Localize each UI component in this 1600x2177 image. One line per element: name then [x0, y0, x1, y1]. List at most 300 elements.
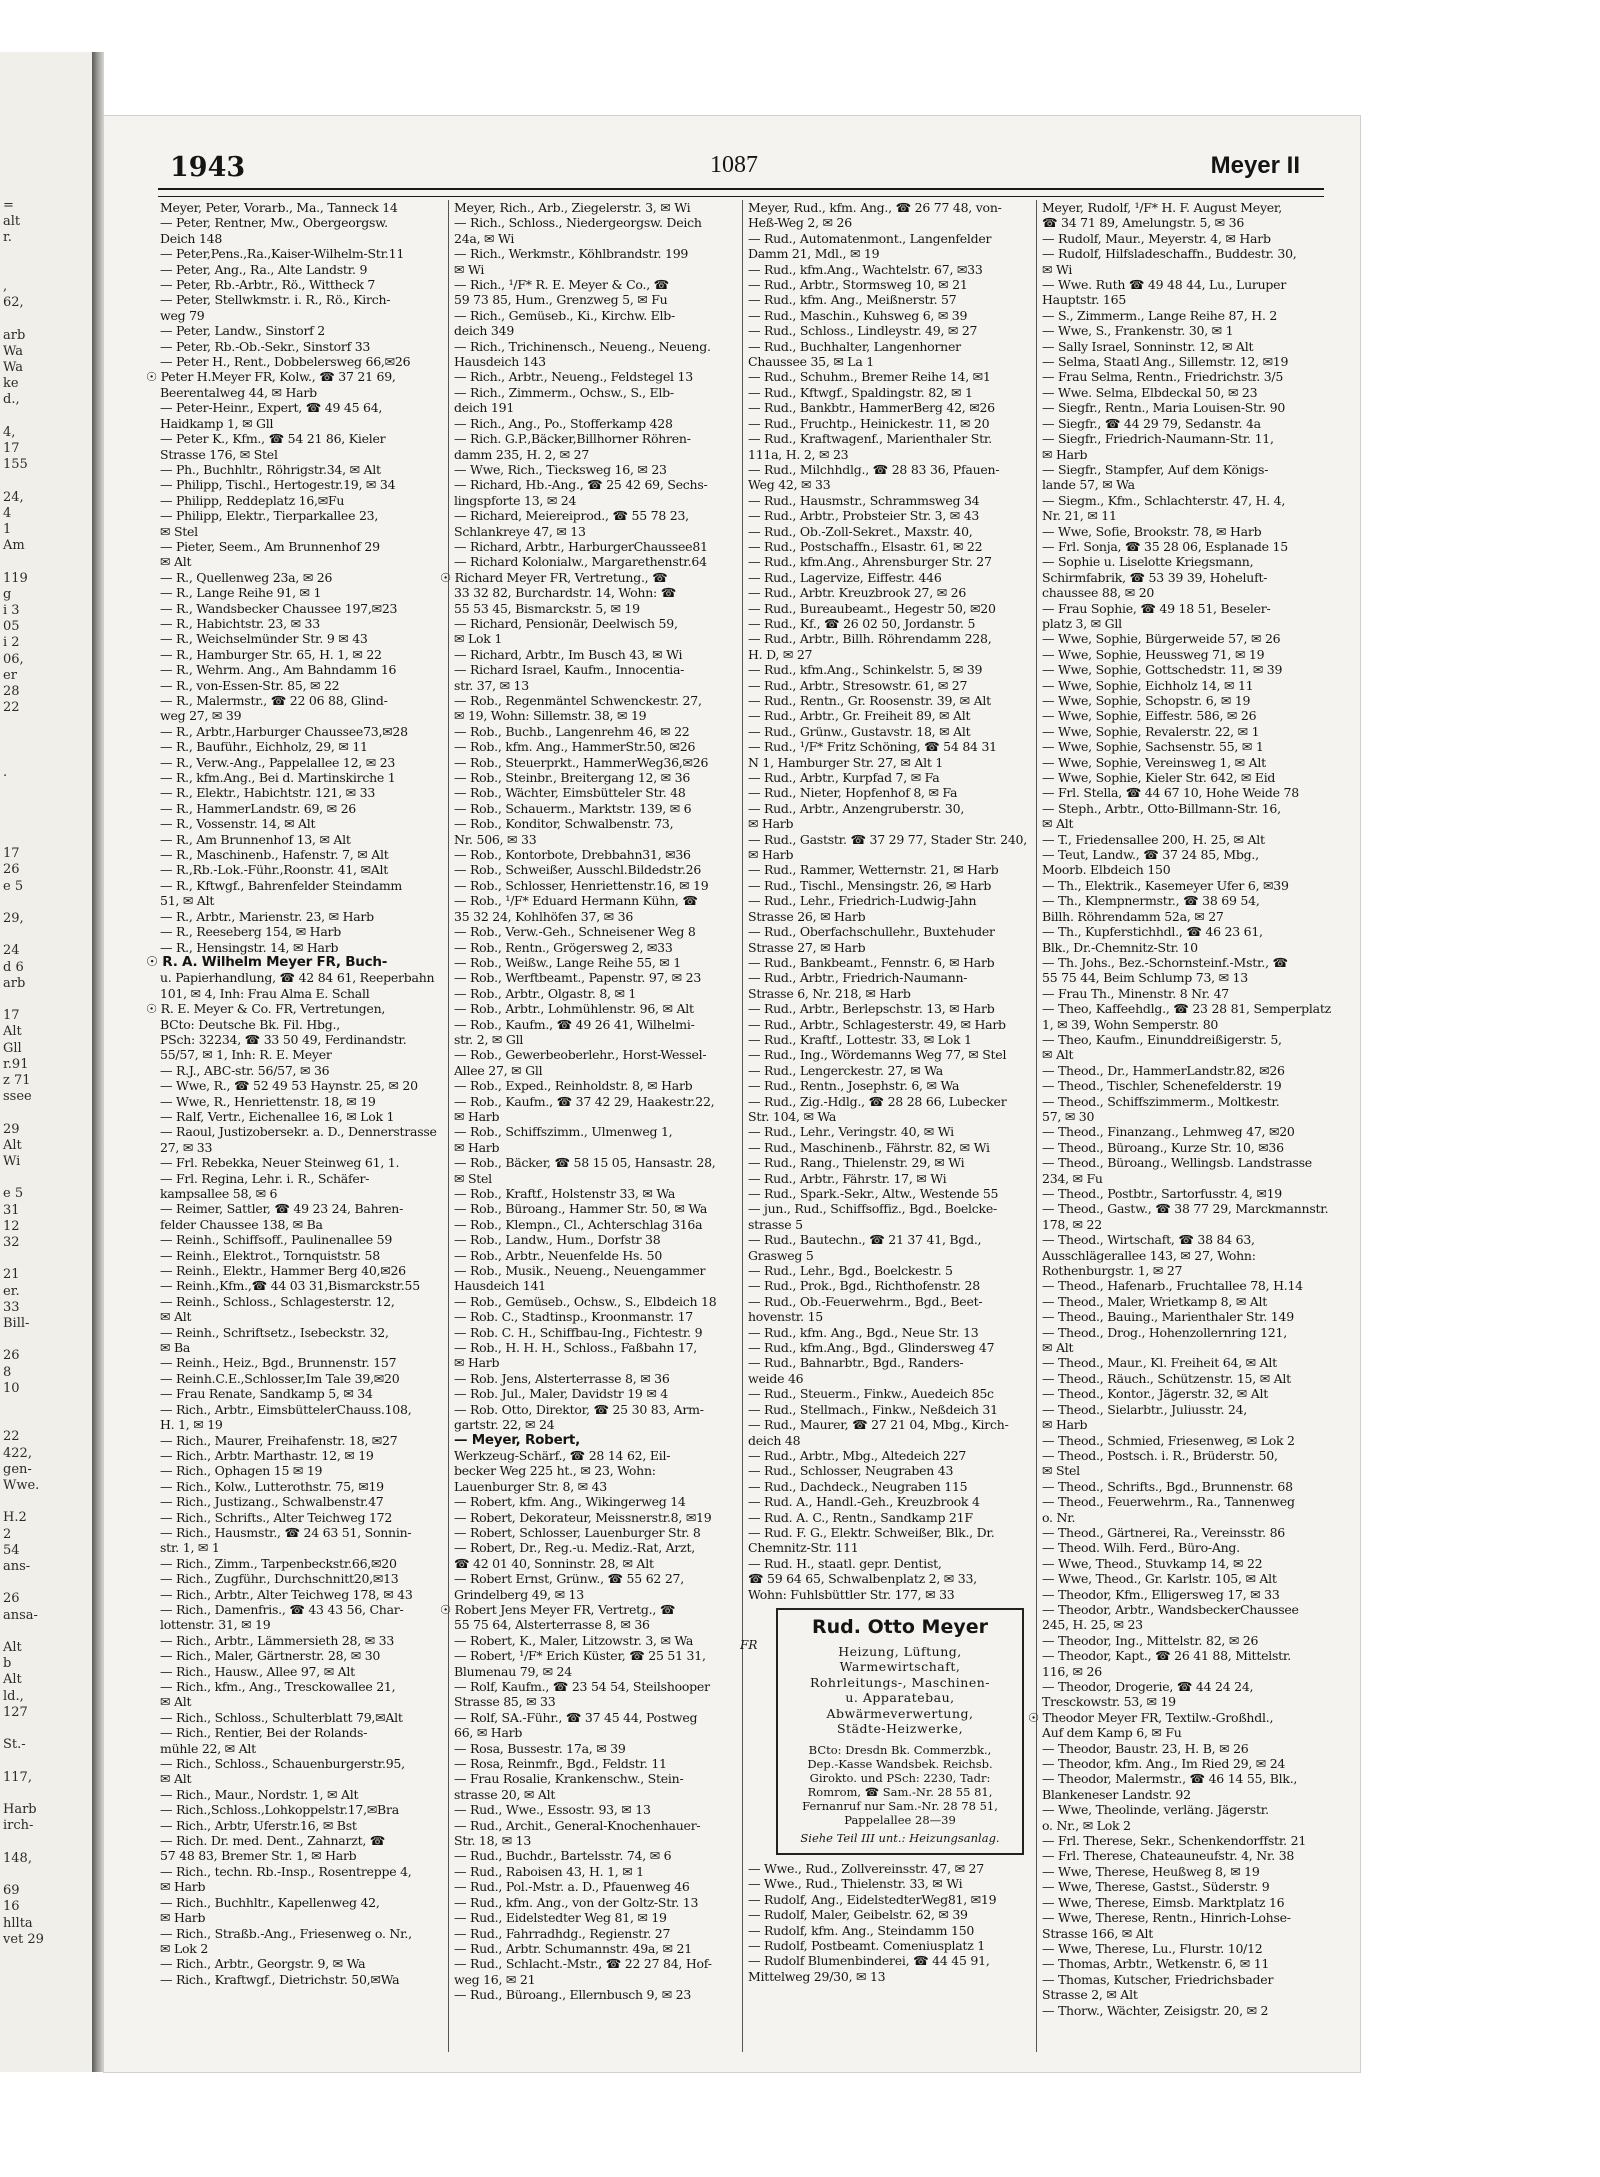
- directory-entry: Haidkamp 1, ✉ Gll: [160, 415, 274, 431]
- directory-entry: — Rich., Zimmerm., Ochsw., S., Elb-: [454, 384, 674, 400]
- directory-entry: — Rud., Milchhdlg., ☎ 28 83 36, Pfauen-: [748, 461, 1000, 477]
- directory-entry: — Theodor, kfm. Ang., Im Ried 29, ✉ 24: [1042, 1756, 1286, 1772]
- directory-entry: — R., Arbtr., Marienstr. 23, ✉ Harb: [160, 908, 374, 924]
- directory-entry: ✉ Harb: [160, 1910, 206, 1926]
- directory-entry: — Siegm., Kfm., Schlachterstr. 47, H. 4,: [1042, 492, 1286, 508]
- directory-entry: — Rud., Arbtr., Gr. Freiheit 89, ✉ Alt: [748, 708, 971, 724]
- directory-entry: ✉ Wi: [1042, 261, 1073, 277]
- directory-entry: ☉ R. A. Wilhelm Meyer FR, Buch-: [146, 953, 388, 970]
- directory-entry: — Wwe, Therese, Eimsb. Marktplatz 16: [1042, 1894, 1285, 1910]
- directory-entry: — Wwe, Therese, Lu., Flurstr. 10/12: [1042, 1940, 1263, 1956]
- directory-entry: — Thomas, Kutscher, Friedrichsbader: [1042, 1971, 1274, 1987]
- directory-entry: — Rud., Schuhm., Bremer Reihe 14, ✉1: [748, 369, 991, 385]
- directory-entry: — Rich., Kolw., Lutterothstr. 75, ✉19: [160, 1478, 384, 1494]
- directory-entry: — Theod., Schmied, Friesenweg, ✉ Lok 2: [1042, 1432, 1295, 1448]
- directory-entry: — R., Verw.-Ang., Pappelallee 12, ✉ 23: [160, 754, 396, 770]
- directory-entry: — Robert, Dr., Reg.-u. Mediz.-Rat, Arzt,: [454, 1540, 695, 1556]
- directory-entry: — Rud., Archit., General-Knochenhauer-: [454, 1817, 701, 1833]
- directory-entry: 24a, ✉ Wi: [454, 230, 515, 246]
- column-3-entries-after: [748, 1861, 1029, 1984]
- directory-entry: — Robert, Schlosser, Lauenburger Str. 8: [454, 1524, 701, 1540]
- directory-entry: — Rud., Lehr., Bgd., Boelckestr. 5: [748, 1263, 953, 1279]
- directory-entry: — Rich. G.P.,Bäcker,Billhorner Röhren-: [454, 431, 691, 447]
- directory-entry: — Siegfr., Rentn., Maria Louisen-Str. 90: [1042, 400, 1286, 416]
- directory-entry: — Rob. C. H., Schiffbau-Ing., Fichtestr. 9: [454, 1324, 703, 1340]
- column-4: [1028, 200, 1331, 2052]
- directory-entry: — Rich., Arbtr., Alter Teichweg 178, ✉ 43: [160, 1586, 413, 1602]
- directory-entry: Weg 42, ✉ 33: [748, 477, 831, 493]
- header-rule: [158, 188, 1324, 197]
- book-gutter: [92, 52, 104, 2072]
- column-2: [440, 200, 735, 2052]
- directory-entry: BCto: Deutsche Bk. Fil. Hbg.,: [160, 1016, 340, 1032]
- column-divider: [742, 200, 743, 2052]
- ad-line: Pappelallee 28—39: [844, 1812, 956, 1827]
- directory-entry: — Theod., Sielarbtr., Juliusstr. 24,: [1042, 1401, 1248, 1417]
- directory-entry: — Rich., Buchhltr., Kapellenweg 42,: [160, 1894, 380, 1910]
- directory-entry: — Rich., Arbtr., Lämmersieth 28, ✉ 33: [160, 1632, 395, 1648]
- directory-entry: o. Nr., ✉ Lok 2: [1042, 1817, 1131, 1833]
- directory-entry: — Wwe, Theod., Stuvkamp 14, ✉ 22: [1042, 1555, 1263, 1571]
- directory-entry: — Wwe. Selma, Elbdeckal 50, ✉ 23: [1042, 384, 1258, 400]
- directory-entry: — Wwe, Theod., Gr. Karlstr. 105, ✉ Alt: [1042, 1571, 1277, 1587]
- directory-entry: — Rud., kfm.Ang., Schinkelstr. 5, ✉ 39: [748, 662, 983, 678]
- directory-entry: — Theodor, Drogerie, ☎ 44 24 24,: [1042, 1679, 1254, 1694]
- directory-entry: — Rud., Steuerm., Finkw., Auedeich 85c: [748, 1386, 994, 1402]
- ad-line: Abwärmeverwertung,: [826, 1705, 974, 1721]
- directory-entry: — Rudolf, kfm. Ang., Steindamm 150: [748, 1922, 975, 1938]
- directory-entry: — Wwe, Sophie, Revalerstr. 22, ✉ 1: [1042, 723, 1260, 739]
- directory-entry: — Rob. Jens, Alsterterrasse 8, ✉ 36: [454, 1370, 670, 1386]
- directory-entry: — Th., Klempnermstr., ☎ 38 69 54,: [1042, 893, 1260, 909]
- directory-entry: — Frau Th., Minenstr. 8 Nr. 47: [1042, 985, 1230, 1001]
- ad-line: Heizung, Lüftung,: [838, 1643, 962, 1659]
- directory-entry: ✉ Stel: [160, 523, 198, 539]
- directory-entry: 66, ✉ Harb: [454, 1725, 523, 1741]
- directory-entry: — Ph., Buchhltr., Röhrigstr.34, ✉ Alt: [160, 461, 381, 477]
- directory-entry: — R., Reeseberg 154, ✉ Harb: [160, 924, 342, 940]
- directory-entry: — Peter, Rb.-Arbtr., Rö., Wittheck 7: [160, 277, 376, 293]
- directory-entry: — Rolf, Kaufm., ☎ 23 54 54, Steilshooper: [454, 1679, 710, 1694]
- directory-entry: ✉ Alt: [160, 1694, 192, 1710]
- directory-entry: — Rud., Lehr., Friedrich-Ludwig-Jahn: [748, 893, 977, 909]
- directory-entry: — Frl. Therese, Chateauneufstr. 4, Nr. 38: [1042, 1848, 1295, 1864]
- directory-entry: — Wwe, Sophie, Heussweg 71, ✉ 19: [1042, 646, 1265, 662]
- directory-entry: Str. 18, ✉ 13: [454, 1833, 532, 1849]
- directory-entry: ✉ Alt: [160, 1309, 192, 1325]
- directory-entry: — Rich., Arbtr, Uferstr.16, ✉ Bst: [160, 1817, 357, 1833]
- directory-entry: — Theod., Büroang., Kurze Str. 10, ✉36: [1042, 1139, 1284, 1155]
- directory-entry: Mittelweg 29/30, ✉ 13: [748, 1968, 886, 1984]
- directory-entry: 101, ✉ 4, Inh: Frau Alma E. Schall: [160, 985, 370, 1001]
- directory-entry: — Wwe, S., Frankenstr. 30, ✉ 1: [1042, 323, 1234, 339]
- directory-entry: PSch: 32234, ☎ 33 50 49, Ferdinandstr.: [160, 1031, 407, 1047]
- directory-columns: [146, 200, 1331, 2052]
- directory-entry: deich 48: [748, 1432, 801, 1448]
- ad-line: Rohrleitungs-, Maschinen-: [809, 1674, 990, 1690]
- directory-entry: — Rob., ¹/F* Eduard Hermann Kühn, ☎: [454, 893, 698, 909]
- directory-entry: — Rich., Maler, Gärtnerstr. 28, ✉ 30: [160, 1648, 381, 1664]
- advertisement-box: [776, 1608, 1024, 1855]
- directory-entry: becker Weg 225 ht., ✉ 23, Wohn:: [454, 1463, 656, 1479]
- directory-entry: Billh. Röhrendamm 52a, ✉ 27: [1042, 908, 1224, 924]
- directory-entry: Grindelberg 49, ✉ 13: [454, 1586, 584, 1602]
- directory-entry: Blankeneser Landstr. 92: [1042, 1786, 1191, 1802]
- directory-entry: — Rud., Oberfachschullehr., Buxtehuder: [748, 924, 995, 940]
- directory-entry: — Pieter, Seem., Am Brunnenhof 29: [160, 538, 380, 554]
- directory-entry: — R., Habichtstr. 23, ✉ 33: [160, 615, 320, 631]
- directory-entry: — Rich., Werkmstr., Köhlbrandstr. 199: [454, 246, 689, 262]
- directory-entry: ✉ Alt: [1042, 1340, 1074, 1356]
- directory-entry: — Theo, Kaufm., Einunddreißigerstr. 5,: [1042, 1031, 1282, 1047]
- directory-entry: — Richard Israel, Kaufm., Innocentia-: [454, 662, 685, 678]
- directory-entry: — Rud., Arbtr., Stormsweg 10, ✉ 21: [748, 277, 968, 293]
- directory-entry: u. Papierhandlung, ☎ 42 84 61, Reeperbahn: [160, 970, 435, 986]
- directory-entry: — Rob., Kaufm., ☎ 37 42 29, Haakestr.22,: [454, 1093, 715, 1109]
- directory-entry: — Reimer, Sattler, ☎ 49 23 24, Bahren-: [160, 1201, 404, 1217]
- directory-entry: str. 2, ✉ Gll: [454, 1031, 524, 1047]
- directory-entry: ✉ Harb: [454, 1355, 500, 1371]
- directory-entry: — Rud., Arbtr., Berlepschstr. 13, ✉ Harb: [748, 1001, 995, 1017]
- directory-entry: — Rud., Raboisen 43, H. 1, ✉ 1: [454, 1863, 644, 1879]
- directory-entry: — Rud., Postschaffn., Elsastr. 61, ✉ 22: [748, 538, 983, 554]
- directory-entry: — Rud., Fruchtp., Heinickestr. 11, ✉ 20: [748, 415, 990, 431]
- column-1: [146, 200, 441, 2052]
- directory-entry: — Peter, Stellwkmstr. i. R., Rö., Kirch-: [160, 292, 391, 308]
- directory-entry: — Wwe, Rich., Tiecksweg 16, ✉ 23: [454, 461, 667, 477]
- directory-entry: — Rich., Maurer, Freihafenstr. 18, ✉27: [160, 1432, 398, 1448]
- directory-entry: — Rob., Steuerprkt., HammerWeg36,✉26: [454, 754, 709, 770]
- ad-line: BCto: Dresdn Bk. Commerzbk.,: [808, 1742, 992, 1757]
- page-header: [170, 146, 1330, 186]
- directory-entry: — Siegfr., Stampfer, Auf dem Königs-: [1042, 461, 1269, 477]
- directory-entry: Schlankreye 47, ✉ 13: [454, 523, 586, 539]
- directory-entry: — Rob., Gemüseb., Ochsw., S., Elbdeich 18: [454, 1293, 717, 1309]
- directory-entry: — Rob., Büroang., Hammer Str. 50, ✉ Wa: [454, 1201, 708, 1217]
- directory-entry: — Rud., Rang., Thielenstr. 29, ✉ Wi: [748, 1155, 965, 1171]
- directory-entry: — Rob., Werftbeamt., Papenstr. 97, ✉ 23: [454, 970, 702, 986]
- directory-entry: — Wwe, Sophie, Gottschedstr. 11, ✉ 39: [1042, 662, 1283, 678]
- directory-entry: — Rud., Kf., ☎ 26 02 50, Jordanstr. 5: [748, 615, 976, 631]
- directory-entry: — Theod., Dr., HammerLandstr.82, ✉26: [1042, 1062, 1285, 1078]
- directory-entry: — Rud., Eidelstedter Weg 81, ✉ 19: [454, 1910, 667, 1926]
- directory-entry: — Theod., Schrifts., Bgd., Brunnenstr. 68: [1042, 1478, 1293, 1494]
- directory-entry: — Frl. Therese, Sekr., Schenkendorffstr. 21: [1042, 1833, 1307, 1849]
- directory-entry: — Rich., Arbtr., Neueng., Feldstegel 13: [454, 369, 693, 385]
- directory-entry: 27, ✉ 33: [160, 1139, 213, 1155]
- directory-entry: Moorb. Elbdeich 150: [1042, 862, 1171, 878]
- directory-entry: — Theod., Wirtschaft, ☎ 38 84 63,: [1042, 1232, 1255, 1248]
- directory-entry: — Rud., Gaststr. ☎ 37 29 77, Stader Str. 240,: [748, 831, 1027, 847]
- directory-entry: Meyer, Rich., Arb., Ziegelerstr. 3, ✉ Wi: [454, 200, 691, 215]
- directory-entry: ✉ Harb: [748, 816, 794, 832]
- directory-entry: Nr. 506, ✉ 33: [454, 831, 537, 847]
- directory-entry: — R.J., ABC-str. 56/57, ✉ 36: [160, 1062, 330, 1078]
- directory-entry: — Rud., kfm.Ang., Wachtelstr. 67, ✉33: [748, 261, 983, 277]
- directory-entry: — Theod., Schiffszimmerm., Moltkestr.: [1042, 1093, 1280, 1109]
- directory-entry: Beerentalweg 44, ✉ Harb: [160, 384, 317, 400]
- directory-entry: lottenstr. 31, ✉ 19: [160, 1617, 271, 1633]
- directory-entry: — Rob., Weißw., Lange Reihe 55, ✉ 1: [454, 954, 681, 970]
- directory-entry: — Rud., Kftwgf., Spaldingstr. 82, ✉ 1: [748, 384, 973, 400]
- directory-entry: — R., Maschinenb., Hafenstr. 7, ✉ Alt: [160, 847, 389, 863]
- directory-entry: — T., Friedensallee 200, H. 25, ✉ Alt: [1042, 831, 1265, 847]
- directory-entry: Werkzeug-Schärf., ☎ 28 14 62, Eil-: [454, 1447, 671, 1463]
- directory-entry: — Rudolf, Postbeamt. Comeniusplatz 1: [748, 1938, 985, 1953]
- directory-entry: — Ralf, Vertr., Eichenallee 16, ✉ Lok 1: [160, 1108, 395, 1124]
- directory-entry: — Rud., Arbtr. Kreuzbrook 27, ✉ 26: [748, 585, 967, 601]
- ad-line: Romrom, ☎ Sam.-Nr. 28 55 81,: [807, 1784, 993, 1799]
- directory-entry: — Rob., Bäcker, ☎ 58 15 05, Hansastr. 28,: [454, 1155, 716, 1171]
- directory-entry: ☎ 42 01 40, Sonninstr. 28, ✉ Alt: [454, 1555, 654, 1571]
- directory-entry: — R., Wandsbecker Chaussee 197,✉23: [160, 600, 398, 616]
- directory-entry: — Rich., Justizang., Schwalbenstr.47: [160, 1494, 384, 1510]
- directory-entry: lande 57, ✉ Wa: [1042, 477, 1135, 493]
- directory-entry: Damm 21, Mdl., ✉ 19: [748, 246, 880, 262]
- directory-entry: — Theod., Maur., Kl. Freiheit 64, ✉ Alt: [1042, 1355, 1277, 1371]
- directory-entry: ☎ 59 64 65, Schwalbenplatz 2, ✉ 33,: [748, 1571, 977, 1587]
- directory-entry: ✉ 19, Wohn: Sillemstr. 38, ✉ 19: [454, 708, 647, 724]
- directory-entry: — Rich., Kraftwgf., Dietrichstr. 50,✉Wa: [160, 1971, 400, 1987]
- directory-entry: kampsallee 58, ✉ 6: [160, 1186, 278, 1201]
- directory-entry: — Reinh., Heiz., Bgd., Brunnenstr. 157: [160, 1355, 397, 1371]
- directory-entry: — Frl. Sonja, ☎ 35 28 06, Esplanade 15: [1042, 538, 1288, 554]
- directory-entry: — Theod., Gastw., ☎ 38 77 29, Marckmannstr.: [1042, 1201, 1329, 1217]
- directory-entry: — Th., Kupferstichhdl., ☎ 46 23 61,: [1042, 924, 1263, 940]
- directory-entry: — Rud., Büroang., Ellernbusch 9, ✉ 23: [454, 1987, 692, 2003]
- directory-entry: Meyer, Rudolf, ¹/F* H. F. August Meyer,: [1042, 200, 1282, 215]
- directory-entry: — Rudolf, Maler, Geibelstr. 62, ✉ 39: [748, 1907, 968, 1923]
- directory-entry: — Peter-Heinr., Expert, ☎ 49 45 64,: [160, 400, 383, 416]
- directory-entry: — Steph., Arbtr., Otto-Billmann-Str. 16,: [1042, 800, 1281, 816]
- directory-entry: 178, ✉ 22: [1042, 1216, 1102, 1232]
- directory-entry: Meyer, Peter, Vorarb., Ma., Tanneck 14: [160, 200, 398, 215]
- directory-entry: — Wwe, Sophie, Vereinsweg 1, ✉ Alt: [1042, 754, 1266, 770]
- directory-entry: — R., Vossenstr. 14, ✉ Alt: [160, 816, 316, 832]
- directory-entry: — Wwe, Therese, Gastst., Süderstr. 9: [1042, 1879, 1270, 1895]
- directory-entry: — Rud., Ing., Wördemanns Weg 77, ✉ Stel: [748, 1047, 1007, 1063]
- directory-entry: — Rob., Arbtr., Olgastr. 8, ✉ 1: [454, 985, 637, 1001]
- directory-entry: — Richard Kolonialw., Margarethenstr.64: [454, 554, 707, 570]
- directory-entry: weg 16, ✉ 21: [454, 1971, 536, 1987]
- directory-entry: — Rud., Buchdr., Bartelsstr. 74, ✉ 6: [454, 1848, 672, 1864]
- directory-entry: — Rudolf, Maur., Meyerstr. 4, ✉ Harb: [1042, 230, 1271, 246]
- directory-entry: ✉ Harb: [454, 1139, 500, 1155]
- directory-entry: — Rud., Grünw., Gustavstr. 18, ✉ Alt: [748, 723, 971, 739]
- directory-entry: — Rud., Zig.-Hdlg., ☎ 28 28 66, Lubecker: [748, 1093, 1007, 1109]
- directory-entry: — Rich., Hausmstr., ☎ 24 63 51, Sonnin-: [160, 1524, 412, 1540]
- directory-entry: — Theod., Gärtnerei, Ra., Vereinsstr. 86: [1042, 1524, 1285, 1540]
- directory-entry: — Rud., Kraftf., Lottestr. 33, ✉ Lok 1: [748, 1031, 972, 1047]
- directory-entry: — R., Lange Reihe 91, ✉ 1: [160, 585, 322, 601]
- directory-entry: ✉ Stel: [1042, 1463, 1080, 1479]
- directory-entry: — Th. Johs., Bez.-Schornsteinf.-Mstr., ☎: [1042, 954, 1288, 970]
- directory-entry: — Reinh.,Kfm.,☎ 44 03 31,Bismarckstr.55: [160, 1278, 420, 1294]
- directory-entry: ✉ Wi: [454, 261, 485, 277]
- directory-entry: — Thomas, Arbtr., Wetkenstr. 6, ✉ 11: [1042, 1956, 1270, 1972]
- directory-entry: Chaussee 35, ✉ La 1: [748, 354, 874, 370]
- directory-entry: — Rud., Rentn., Josephstr. 6, ✉ Wa: [748, 1078, 960, 1094]
- directory-entry: weg 79: [160, 307, 205, 323]
- directory-entry: — Rob., Klempn., Cl., Achterschlag 316a: [454, 1216, 703, 1232]
- directory-entry: — Rud., Ob.-Zoll-Sekret., Maxstr. 40,: [748, 523, 973, 539]
- directory-entry: — Philipp, Elektr., Tierparkallee 23,: [160, 508, 379, 524]
- directory-entry: — Rud., Arbtr., Mbg., Altedeich 227: [748, 1447, 967, 1463]
- directory-entry: — Rud., Maschinenb., Fährstr. 82, ✉ Wi: [748, 1139, 990, 1155]
- directory-entry: — R., Hamburger Str. 65, H. 1, ✉ 22: [160, 646, 382, 662]
- directory-entry: — Theod., Tischler, Schenefelderstr. 19: [1042, 1078, 1282, 1094]
- directory-entry: Nr. 21, ✉ 11: [1042, 508, 1117, 524]
- directory-entry: — R., Elektr., Habichtstr. 121, ✉ 33: [160, 785, 376, 801]
- directory-entry: ✉ Harb: [748, 847, 794, 863]
- directory-entry: — Theodor, Ing., Mittelstr. 82, ✉ 26: [1042, 1632, 1259, 1648]
- directory-entry: — Thorw., Wächter, Zeisigstr. 20, ✉ 2: [1042, 2002, 1269, 2018]
- directory-entry: — Rud., Kraftwagenf., Marienthaler Str.: [748, 431, 992, 447]
- directory-entry: 55 75 44, Beim Schlump 73, ✉ 13: [1042, 970, 1248, 986]
- directory-entry: damm 235, H. 2, ✉ 27: [454, 446, 590, 462]
- directory-entry: — Rud., kfm. Ang., Meißnerstr. 57: [748, 292, 957, 308]
- directory-entry: Strasse 166, ✉ Alt: [1042, 1925, 1154, 1941]
- directory-entry: — Rob., Verw.-Geh., Schneisener Weg 8: [454, 924, 696, 940]
- directory-entry: felder Chaussee 138, ✉ Ba: [160, 1216, 323, 1232]
- directory-entry: — Rob., Schauerm., Marktstr. 139, ✉ 6: [454, 800, 692, 816]
- directory-entry: Strasse 176, ✉ Stel: [160, 446, 278, 462]
- directory-entry: — Rolf, SA.-Führ., ☎ 37 45 44, Postweg: [454, 1709, 698, 1725]
- directory-entry: — Frau Rosalie, Krankenschw., Stein-: [454, 1771, 684, 1787]
- directory-entry: — Rich., Zugführ., Durchschnitt20,✉13: [160, 1571, 399, 1587]
- directory-entry: ✉ Ba: [160, 1340, 191, 1356]
- directory-page: [104, 116, 1360, 2072]
- directory-entry: — Theodor, Baustr. 23, H. B, ✉ 26: [1042, 1740, 1249, 1756]
- directory-entry: — Raoul, Justizobersekr. a. D., Dennerstrasse: [160, 1124, 437, 1140]
- directory-entry: — Rud., Arbtr., Probsteier Str. 3, ✉ 43: [748, 508, 980, 524]
- directory-entry: — Frau Sophie, ☎ 49 18 51, Beseler-: [1042, 600, 1271, 616]
- directory-entry: — Theod., Postsch. i. R., Brüderstr. 50,: [1042, 1447, 1278, 1463]
- directory-entry: — Rudolf, Ang., EidelstedterWeg81, ✉19: [748, 1891, 997, 1907]
- directory-entry: — Rich., Ang., Po., Stofferkamp 428: [454, 415, 673, 431]
- directory-entry: — R., Kftwgf., Bahrenfelder Steindamm: [160, 877, 403, 893]
- directory-entry: — Peter,Pens.,Ra.,Kaiser-Wilhelm-Str.11: [160, 246, 405, 262]
- directory-entry: — Theod., Finanzang., Lehmweg 47, ✉20: [1042, 1124, 1295, 1140]
- directory-entry: — Theod., Bauing., Marienthaler Str. 149: [1042, 1309, 1294, 1325]
- directory-entry: — Rich., Damenfris., ☎ 43 43 56, Char-: [160, 1601, 404, 1617]
- directory-entry: — Theodor, Arbtr., WandsbeckerChaussee: [1042, 1601, 1299, 1617]
- directory-entry: — Rud., Tischl., Mensingstr. 26, ✉ Harb: [748, 877, 992, 893]
- directory-entry: — Rud., Arbtr., Anzengruberstr. 30,: [748, 800, 965, 816]
- directory-entry: — Rich., Arbtr., Georgstr. 9, ✉ Wa: [160, 1956, 366, 1972]
- directory-entry: — Siegfr., Friedrich-Naumann-Str. 11,: [1042, 431, 1274, 447]
- directory-entry: — Frau Selma, Rentn., Friedrichstr. 3/5: [1042, 369, 1284, 385]
- page-number: 1087: [710, 152, 758, 178]
- directory-entry: 234, ✉ Fu: [1042, 1170, 1103, 1186]
- directory-entry: — Richard, Meiereiprod., ☎ 55 78 23,: [454, 508, 689, 524]
- directory-entry: 111a, H. 2, ✉ 23: [748, 446, 849, 462]
- directory-entry: Str. 104, ✉ Wa: [748, 1108, 837, 1124]
- directory-entry: — Peter K., Kfm., ☎ 54 21 86, Kieler: [160, 431, 386, 447]
- directory-entry: 33 32 82, Burchardstr. 14, Wohn: ☎: [454, 585, 677, 601]
- directory-entry: Heß-Weg 2, ✉ 26: [748, 215, 852, 231]
- directory-entry: — Rud., Arbtr., Fährstr. 17, ✉ Wi: [748, 1170, 947, 1186]
- directory-entry: Strasse 6, Nr. 218, ✉ Harb: [748, 985, 911, 1001]
- directory-entry: — Rud., Schlacht.-Mstr., ☎ 22 27 84, Hof-: [454, 1956, 712, 1972]
- directory-entry: — Theod., Hafenarb., Fruchtallee 78, H.14: [1042, 1278, 1303, 1294]
- directory-entry: — Rud., Spark.-Sekr., Altw., Westende 55: [748, 1186, 999, 1201]
- directory-entry: — Robert, ¹/F* Erich Küster, ☎ 25 51 31,: [454, 1648, 706, 1664]
- directory-entry: — R.,Rb.-Lok.-Führ.,Roonstr. 41, ✉Alt: [160, 862, 388, 878]
- directory-entry: — Rob., H. H. H., Schloss., Faßbahn 17,: [454, 1340, 698, 1356]
- directory-entry: — Rud., kfm.Ang., Ahrensburger Str. 27: [748, 554, 992, 570]
- directory-entry: — Rich. Dr. med. Dent., Zahnarzt, ☎: [160, 1833, 386, 1849]
- directory-entry: deich 349: [454, 323, 515, 339]
- ad-line: Dep.-Kasse Wandsbek. Reichsb.: [807, 1756, 993, 1771]
- directory-entry: — R., HammerLandstr. 69, ✉ 26: [160, 800, 356, 816]
- directory-entry: — Theod., Büroang., Wellingsb. Landstrasse: [1042, 1155, 1312, 1171]
- directory-entry: — R., Malermstr., ☎ 22 06 88, Glind-: [160, 693, 388, 708]
- directory-entry: ✉ Harb: [1042, 446, 1088, 462]
- directory-entry: — Wwe, Therese, Heußweg 8, ✉ 19: [1042, 1863, 1260, 1879]
- directory-entry: — Rob., Arbtr., Lohmühlenstr. 96, ✉ Alt: [454, 1001, 694, 1017]
- directory-entry: — Rud., Arbtr., Kurpfad 7, ✉ Fa: [748, 770, 940, 786]
- directory-entry: — Rich., Straßb.-Ang., Friesenweg o. Nr.,: [160, 1925, 412, 1941]
- directory-entry: ✉ Alt: [160, 554, 192, 570]
- directory-entry: — Rich., Schloss., Niedergeorgsw. Deich: [454, 215, 702, 231]
- directory-entry: — Selma, Staatl Ang., Sillemstr. 12, ✉19: [1042, 354, 1289, 370]
- directory-entry: — jun., Rud., Schiffsoffiz., Bgd., Boelcke-: [748, 1201, 997, 1217]
- directory-entry: Wohn: Fuhlsbüttler Str. 177, ✉ 33: [748, 1586, 955, 1602]
- directory-entry: Blumenau 79, ✉ 24: [454, 1663, 572, 1679]
- directory-entry: — Wwe, Sophie, Eichholz 14, ✉ 11: [1042, 677, 1254, 693]
- directory-entry: — Rich., Trichinensch., Neueng., Neueng.: [454, 338, 711, 354]
- directory-entry: — Rob., Musik., Neueng., Neuengammer: [454, 1263, 706, 1279]
- directory-entry: 245, H. 25, ✉ 23: [1042, 1617, 1143, 1633]
- directory-entry: — Theodor, Kapt., ☎ 26 41 88, Mittelstr.: [1042, 1648, 1292, 1664]
- directory-entry: — Theod., Feuerwehrm., Ra., Tannenweg: [1042, 1494, 1295, 1510]
- directory-entry: Hausdeich 143: [454, 354, 546, 370]
- directory-entry: strasse 20, ✉ Alt: [454, 1786, 556, 1802]
- directory-entry: — Rich., techn. Rb.-Insp., Rosentreppe 4,: [160, 1863, 412, 1879]
- directory-entry: weide 46: [748, 1370, 804, 1386]
- directory-entry: — Rob. Otto, Direktor, ☎ 25 30 83, Arm-: [454, 1401, 704, 1417]
- directory-entry: — Rob., Rentn., Grögersweg 2, ✉33: [454, 939, 673, 955]
- directory-entry: — Rob., kfm. Ang., HammerStr.50, ✉26: [454, 739, 696, 755]
- previous-page-fragments: = alt r. , 62, arb Wa Wa ke d., 4, 17 155 24, 4 1 Am 119 g i 3 05 i 2 06, er 28 22 . 17 26 e 5 29, 24 d 6 arb 17 Alt Gll r.91 z 71 ssee 29 Alt Wi e 5 31 12 32 21 er. 33 Bill- 26 8 10 22 422, gen- Wwe. H.2 2 54 ans- 26 ansa- Alt b Alt ld., 127 St.- 117, Harb irch- 148, 69 16 hllta vet 29: [3, 198, 44, 1947]
- directory-entry: Tresckowstr. 53, ✉ 19: [1042, 1694, 1176, 1710]
- directory-entry: — Reinh.C.E.,Schlosser,Im Tale 39,✉20: [160, 1370, 400, 1386]
- directory-entry: — Theodor, Malermstr., ☎ 46 14 55, Blk.,: [1042, 1771, 1298, 1787]
- directory-entry: — Rob., Kontorbote, Drebbahn31, ✉36: [454, 847, 691, 863]
- directory-entry: — Rob., Konditor, Schwalbenstr. 73,: [454, 816, 674, 832]
- ad-line: Fernanruf nur Sam.-Nr. 28 78 51,: [802, 1798, 998, 1813]
- directory-entry: — Rud. H., staatl. gepr. Dentist,: [748, 1555, 942, 1571]
- directory-entry: — Rob., Gewerbeoberlehr., Horst-Wessel-: [454, 1047, 707, 1063]
- directory-entry: — Rud., Arbtr. Schumannstr. 49a, ✉ 21: [454, 1940, 692, 1956]
- directory-entry: — Teut, Landw., ☎ 37 24 85, Mbg.,: [1042, 847, 1259, 863]
- directory-entry: — Rud. A., Handl.-Geh., Kreuzbrook 4: [748, 1494, 980, 1510]
- directory-entry: — Wwe, Theolinde, verläng. Jägerstr.: [1042, 1802, 1269, 1818]
- directory-entry: — Rud., Lagervize, Eiffestr. 446: [748, 569, 942, 585]
- directory-entry: — Rud., Rammer, Wetternstr. 21, ✉ Harb: [748, 862, 999, 878]
- directory-entry: — Wwe., Rud., Zollvereinsstr. 47, ✉ 27: [748, 1860, 984, 1876]
- directory-entry: — Rud., Rentn., Gr. Roosenstr. 39, ✉ Alt: [748, 693, 991, 708]
- directory-entry: — Richard, Pensionär, Deelwisch 59,: [454, 615, 678, 631]
- directory-entry: — Peter, Rb.-Ob.-Sekr., Sinstorf 33: [160, 338, 371, 354]
- directory-entry: ☉ Peter H.Meyer FR, Kolw., ☎ 37 21 69,: [146, 369, 396, 385]
- directory-entry: — Rud., Maschin., Kuhsweg 6, ✉ 39: [748, 307, 968, 323]
- directory-entry: 59 73 85, Hum., Grenzweg 5, ✉ Fu: [454, 292, 668, 308]
- directory-entry: — Rich., Zimm., Tarpenbeckstr.66,✉20: [160, 1555, 397, 1571]
- directory-entry: — Rich.,Schloss.,Lohkoppelstr.17,✉Bra: [160, 1802, 399, 1818]
- directory-entry: ✉ Lok 2: [160, 1940, 209, 1956]
